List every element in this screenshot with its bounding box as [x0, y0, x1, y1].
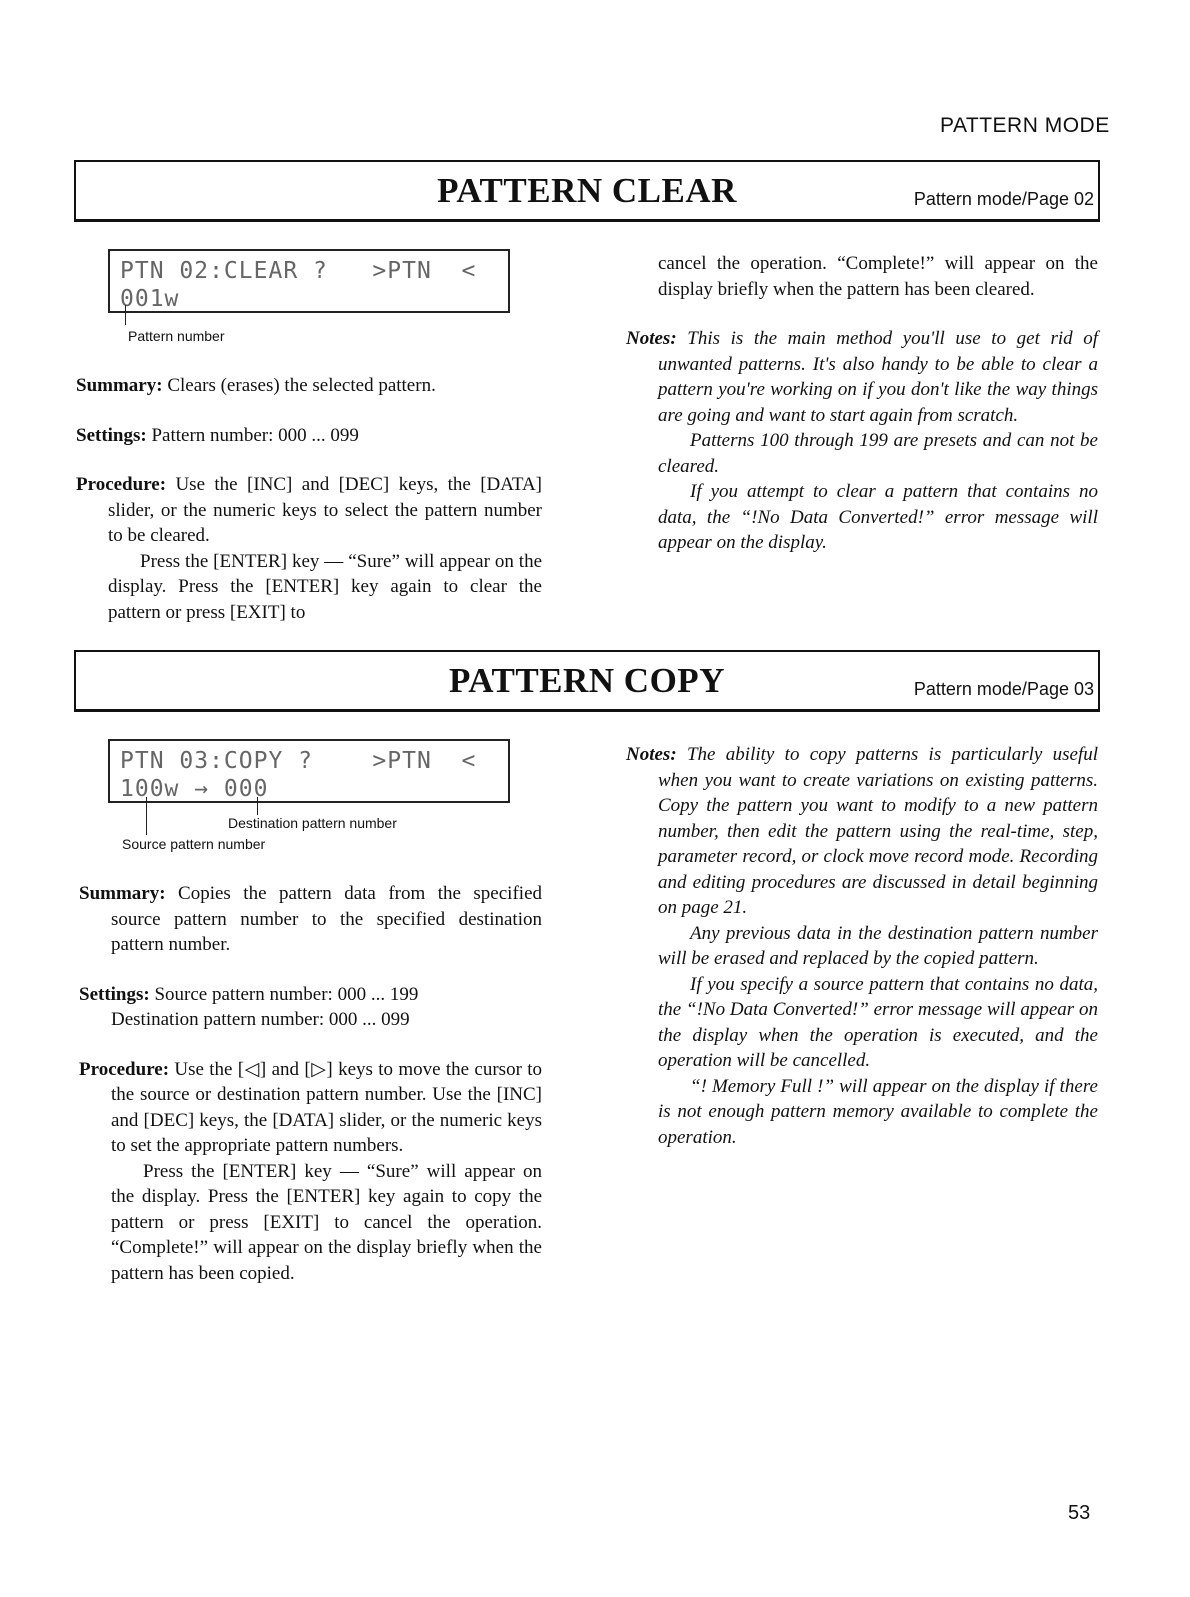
clear-notes-label: Notes: — [626, 328, 677, 349]
copy-notes-text-3: If you specify a source pattern that contains no data, the “!No Data Converted!” error message will appear on the display when the operation is executed, and the operation will be cancelled. — [658, 973, 1098, 1071]
copy-procedure-label: Procedure: — [79, 1058, 170, 1080]
pattern-copy-left-column — [79, 881, 542, 1286]
source-caption: Source pattern number — [122, 836, 266, 852]
clear-procedure-text-1: Use the [INC] and [DEC] keys, the [DATA] slider, or the numeric keys to select the pattern number to be cleared. — [108, 474, 543, 546]
pattern-clear-lcd — [108, 249, 510, 313]
copy-summary — [79, 881, 542, 958]
clear-notes-text-1: This is the main method you'll use to get rid of unwanted patterns. It's also handy to be able to clear a pattern you're working on if you don't like the way things are going and want to start again from scratch. — [658, 328, 1098, 426]
pattern-clear-title: PATTERN CLEAR — [437, 171, 737, 210]
copy-notes-text-1: The ability to copy patterns is particularly useful when you want to create variations on existing patterns. Copy the pattern you want to modify to a new pattern number, then edit the pattern using the real-time, step, parameter record, or clock move record mode. Recording and editing procedures are discussed in detail beginning on page 21. — [658, 744, 1098, 918]
clear-procedure-text-2: Press the [ENTER] key — “Sure” will appear on the display. Press the [ENTER] key again to clear the pattern or press [EXIT] to — [108, 550, 542, 623]
clear-summary-label: Summary: — [76, 375, 163, 396]
copy-procedure-text-2: Press the [ENTER] key — “Sure” will appear on the display. Press the [ENTER] key again to copy the pattern or press [EXIT] to cancel the operation. “Complete!” will appear on the display briefly when the pattern has been copied. — [111, 1160, 542, 1284]
pattern-copy-title-box — [74, 650, 1100, 712]
clear-summary — [76, 373, 542, 399]
destination-leader — [257, 797, 258, 815]
pattern-clear-right-column — [626, 251, 1098, 556]
clear-settings — [76, 423, 542, 449]
lcd-line-2: 100w → 000 — [120, 776, 269, 802]
clear-procedure-continued: cancel the operation. “Complete!” will appear on the display briefly when the pattern has been cleared. — [658, 253, 1098, 300]
pattern-copy-page-ref: Pattern mode/Page 03 — [913, 679, 1094, 699]
copy-summary-text: Copies the pattern data from the specified source pattern number to the specified destination pattern number. — [111, 883, 542, 955]
clear-settings-text: Pattern number: 000 ... 099 — [151, 424, 359, 446]
copy-settings-label: Settings: — [79, 983, 150, 1005]
clear-procedure — [76, 472, 542, 549]
copy-notes-text-4: “! Memory Full !” will appear on the display if there is not enough pattern memory available to complete the operation. — [658, 1075, 1098, 1148]
pattern-clear-title-box — [74, 160, 1100, 222]
copy-summary-label: Summary: — [79, 883, 166, 904]
copy-settings — [79, 982, 542, 1008]
source-leader — [146, 797, 147, 835]
copy-notes-label: Notes: — [626, 744, 677, 765]
clear-notes — [626, 326, 1098, 428]
destination-caption: Destination pattern number — [228, 815, 397, 831]
copy-procedure — [79, 1057, 542, 1159]
copy-notes — [626, 742, 1098, 921]
copy-procedure-text-1: Use the [◁] and [▷] keys to move the cursor to the source or destination pattern number. Use the [INC] and [DEC] keys, the [DATA] slider, or the numeric keys to set the appropriate pattern numbers. — [111, 1058, 543, 1156]
pattern-copy-right-column — [626, 742, 1098, 1150]
pattern-copy-title: PATTERN COPY — [449, 661, 725, 700]
lcd-line-2: 001w — [120, 286, 180, 312]
clear-notes-text-2: Patterns 100 through 199 are presets and can not be cleared. — [658, 430, 1098, 477]
copy-settings-text-1: Source pattern number: 000 ... 199 — [154, 983, 419, 1005]
clear-settings-label: Settings: — [76, 424, 147, 446]
pattern-clear-page-ref: Pattern mode/Page 02 — [913, 189, 1094, 209]
pattern-number-leader — [125, 305, 126, 325]
lcd-line-1: PTN 03:COPY ? >PTN < — [120, 748, 477, 774]
lcd-line-1: PTN 02:CLEAR ? >PTN < — [120, 258, 477, 284]
pattern-copy-lcd — [108, 739, 510, 803]
copy-notes-text-2: Any previous data in the destination pattern number will be erased and replaced by the copied pattern. — [658, 922, 1098, 969]
pattern-number-caption: Pattern number — [128, 328, 225, 344]
pattern-clear-left-column — [76, 373, 542, 625]
copy-settings-text-2: Destination pattern number: 000 ... 099 — [111, 1009, 410, 1030]
running-header: PATTERN MODE — [940, 114, 1110, 137]
clear-summary-text: Clears (erases) the selected pattern. — [167, 375, 436, 396]
clear-notes-text-3: If you attempt to clear a pattern that contains no data, the “!No Data Converted!” error message will appear on the display. — [658, 481, 1098, 553]
clear-procedure-label: Procedure: — [76, 474, 167, 495]
page-number: 53 — [1068, 1502, 1091, 1524]
